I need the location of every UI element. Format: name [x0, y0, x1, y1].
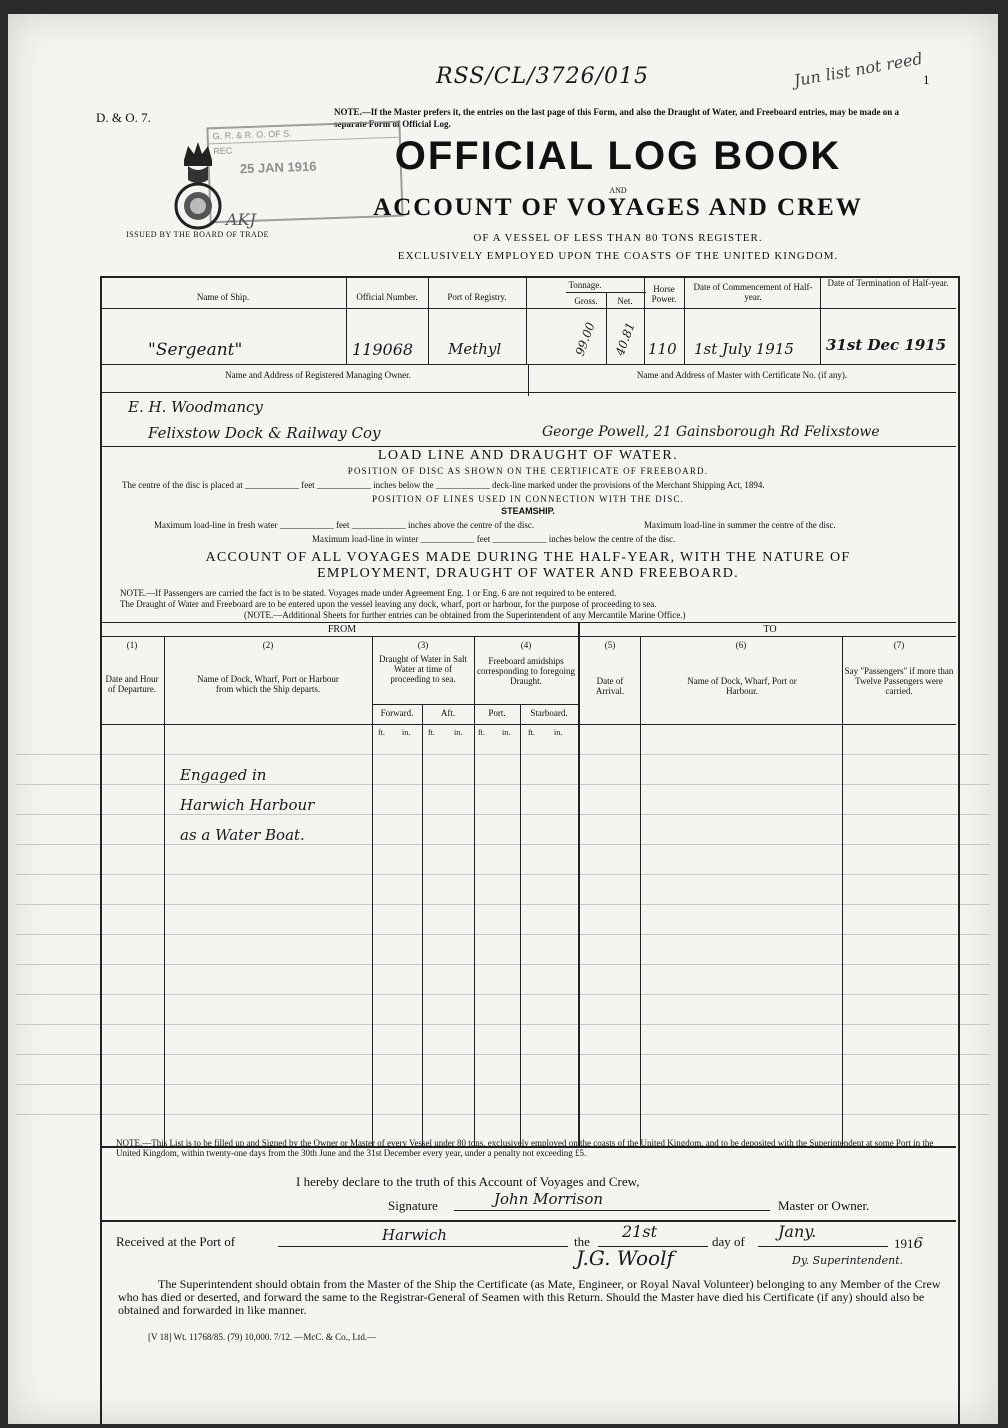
year-digit: 6: [913, 1234, 924, 1252]
col5-num: (5): [604, 640, 616, 650]
archive-reference: RSS/CL/3726/015: [436, 64, 649, 89]
unit-in-4: in.: [554, 728, 563, 737]
master-label: Name and Address of Master with Certificate No. (if any).: [636, 370, 848, 380]
day-of-label: day of: [712, 1234, 745, 1249]
form-code: D. & O. 7.: [96, 110, 151, 125]
ship-name-value: "Sergeant": [148, 340, 243, 360]
summer-line: Maximum load-line in summer the centre of the disc.: [644, 520, 836, 530]
header-gross: Gross.: [574, 296, 598, 306]
steamship-label: STEAMSHIP.: [501, 506, 555, 516]
col3a-header: Forward.: [380, 708, 414, 718]
col7-num: (7): [893, 640, 905, 650]
title-line3: OF A VESSEL OF LESS THAN 80 TONS REGISTER.: [473, 232, 763, 244]
unit-ft-2: ft.: [428, 728, 435, 737]
to-header: TO: [763, 624, 777, 635]
owner-line2: Felixstow Dock & Railway Coy: [148, 424, 381, 442]
year-prefix-text: 191: [894, 1236, 914, 1251]
entry-line3: as a Water Boat.: [180, 826, 305, 844]
stamp-line1: G. R. & R. O. OF S.: [208, 123, 398, 145]
entry-line1: Engaged in: [180, 766, 267, 784]
owner-line1: E. H. Woodmancy: [128, 398, 263, 416]
port-value: Methyl: [448, 340, 502, 358]
stamp-line2: REC: [213, 145, 233, 157]
termination-value: 31st Dec 1915: [826, 336, 947, 354]
title-main: OFFICIAL LOG BOOK: [394, 134, 842, 178]
col4-header: Freeboard amidships corresponding to foregoing Draught.: [477, 656, 575, 686]
year-prefix: [894, 1234, 923, 1252]
master-owner-label: Master or Owner.: [778, 1198, 870, 1213]
received-label: Received at the Port of: [116, 1234, 236, 1249]
stamp-date: 25 JAN 1916: [239, 158, 317, 177]
from-header: FROM: [327, 624, 357, 635]
col1-num: (1): [126, 640, 138, 650]
col3b-header: Aft.: [440, 708, 456, 718]
header-tonnage: Tonnage.: [568, 280, 602, 290]
superintendent-label: Dy. Superintendent.: [792, 1254, 904, 1267]
master-value: George Powell, 21 Gainsborough Rd Felixstowe: [542, 424, 880, 440]
received-port: Harwich: [382, 1226, 447, 1244]
account-note1: NOTE.—If Passengers are carried the fact is to be stated. Voyages made under Agreement Eng. 1 or Eng. 6 are not required to be entered.: [120, 588, 617, 598]
net-value: 40.81: [612, 320, 638, 358]
col6-header: Name of Dock, Wharf, Port or Harbour.: [687, 676, 797, 696]
header-net: Net.: [617, 296, 633, 306]
title-line4: EXCLUSIVELY EMPLOYED UPON THE COASTS OF THE UNITED KINGDOM.: [397, 250, 839, 262]
received-day: 21st: [622, 1222, 657, 1241]
signature-value: John Morrison: [494, 1190, 604, 1208]
horse-power-value: 110: [648, 340, 677, 358]
log-book-page: [8, 14, 998, 1424]
unit-in-3: in.: [502, 728, 511, 737]
unit-ft-4: ft.: [528, 728, 535, 737]
royal-crest-icon: [174, 140, 222, 236]
header-commencement: Date of Commencement of Half-year.: [693, 282, 813, 302]
header-horse-power: Horse Power.: [651, 284, 677, 304]
header-port: Port of Registry.: [447, 292, 507, 302]
load-line-heading: LOAD LINE AND DRAUGHT OF WATER.: [377, 448, 679, 463]
top-right-note: Jun list not reed: [792, 48, 925, 91]
gross-value: 99.00: [572, 320, 598, 358]
disc-heading: POSITION OF DISC AS SHOWN ON THE CERTIFICATE OF FREEBOARD.: [347, 466, 709, 476]
footer-note: NOTE.—This List is to be filled up and Signed by the Owner or Master of every Vessel under 80 tons, exclusively employed on the coasts of the United Kingdom, and to be deposited with the Superintendent at some Port in the United Kingdom, within twenty-one days from the 30th June and the 31st December every year, under a penalty not exceeding £5.: [116, 1138, 934, 1158]
account-heading2: EMPLOYMENT, DRAUGHT OF WATER AND FREEBOARD.: [317, 566, 739, 581]
header-ship-name: Name of Ship.: [196, 292, 250, 302]
col2-header: Name of Dock, Wharf, Port or Harbour from which the Ship departs.: [197, 674, 339, 694]
header-termination: Date of Termination of Half-year.: [827, 278, 949, 288]
printer-line: [V 18] Wt. 11768/85. (79) 10,000. 7/12. —McC. & Co., Ltd.—: [148, 1332, 377, 1342]
col7-header: Say "Passengers" if more than Twelve Passengers were carried.: [844, 666, 954, 696]
signature-label: Signature: [388, 1198, 438, 1213]
unit-ft-3: ft.: [478, 728, 485, 737]
account-heading1: ACCOUNT OF ALL VOYAGES MADE DURING THE HALF-YEAR, WITH THE NATURE OF: [205, 550, 851, 565]
top-note: NOTE.—If the Master prefers it, the entries on the last page of this Form, and also the Draught of Water, and Freeboard entries, may be made on a separate Form of Official Log.: [334, 107, 899, 129]
winter-line: Maximum load-line in winter ____________ feet ____________ inches below the centre of the disc.: [312, 534, 676, 544]
the-label: the: [574, 1234, 590, 1249]
title-and: AND: [609, 186, 627, 195]
col1-header: Date and Hour of Departure.: [105, 674, 159, 694]
unit-ft-1: ft.: [378, 728, 385, 737]
col6-num: (6): [735, 640, 747, 650]
col4a-header: Port.: [488, 708, 506, 718]
col4b-header: Starboard.: [530, 708, 568, 718]
commencement-value: 1st July 1915: [694, 340, 794, 358]
col3-num: (3): [417, 640, 429, 650]
unit-in-1: in.: [402, 728, 411, 737]
disc-text: The centre of the disc is placed at ____________ feet ____________ inches below the ____________ deck-line marked under the provisions of the Merchant Shipping Act, 1894.: [122, 480, 765, 490]
col4-num: (4): [520, 640, 532, 650]
received-month: Jany.: [778, 1222, 817, 1241]
col5-header: Date of Arrival.: [595, 676, 625, 696]
declaration: I hereby declare to the truth of this Account of Voyages and Crew,: [296, 1174, 640, 1189]
fresh-water-line: Maximum load-line in fresh water ____________ feet ____________ inches above the centre of the disc.: [154, 520, 535, 530]
title-sub: ACCOUNT OF VOYAGES AND CREW: [373, 194, 863, 221]
entry-line2: Harwich Harbour: [180, 796, 315, 814]
initials-mark: AKJ: [226, 210, 256, 229]
official-number-value: 119068: [352, 340, 414, 359]
superintendent-signature: J.G. Woolf: [576, 1246, 674, 1270]
owner-label: Name and Address of Registered Managing Owner.: [225, 370, 411, 380]
superintendent-note: The Superintendent should obtain from the Master of the Ship the Certificate (as Mate, Engineer, or Royal Naval Volunteer) belonging to any Member of the Crew who has died or deserted, and forward the same to the Registrar-General of Seamen with this Return. Should the Master have died his Certificate (if any) should also be obtained and forwarded in like manner.: [118, 1277, 941, 1317]
unit-in-2: in.: [454, 728, 463, 737]
account-note2: The Draught of Water and Freeboard are to be entered upon the vessel leaving any dock, wharf, port or harbour, for the purpose of proceeding to sea.: [120, 599, 657, 609]
lines-heading: POSITION OF LINES USED IN CONNECTION WITH THE DISC.: [371, 494, 685, 504]
page-number: 1: [923, 72, 930, 87]
col3-header: Draught of Water in Salt Water at time of proceeding to sea.: [378, 654, 468, 684]
header-official-number: Official Number.: [356, 292, 418, 302]
col2-num: (2): [262, 640, 274, 650]
issued-by: ISSUED BY THE BOARD OF TRADE: [126, 230, 269, 239]
account-note3: (NOTE.—Additional Sheets for further entries can be obtained from the Superintendent of any Mercantile Marine Office.): [244, 610, 686, 620]
